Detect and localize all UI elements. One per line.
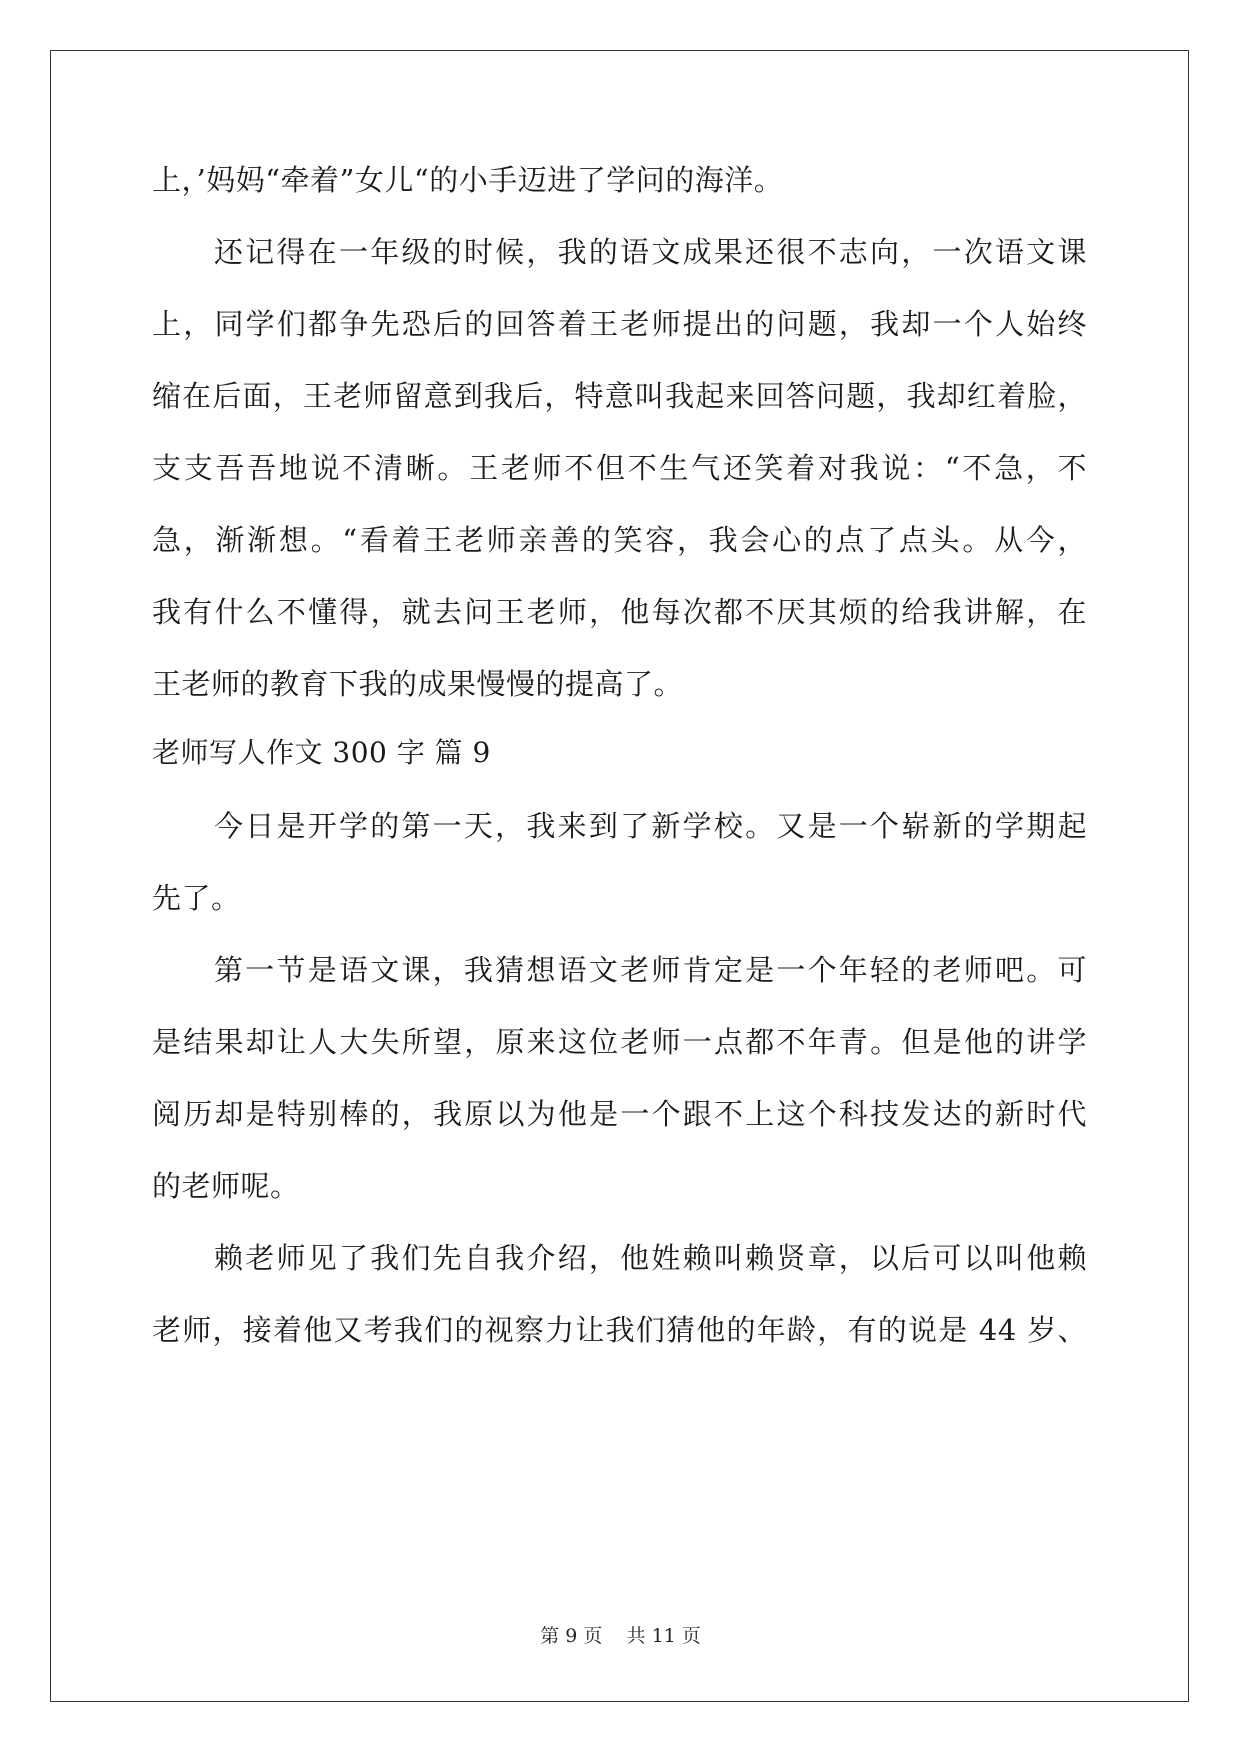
- paragraph-line: 赖老师见了我们先自我介绍，他姓赖叫赖贤章，以后可以叫他赖: [214, 1241, 1087, 1275]
- section-heading: 老师写人作文 300 字 篇 9: [152, 736, 491, 769]
- paragraph-line: 王老师的教育下我的成果慢慢的提高了。: [152, 667, 684, 701]
- paragraph-line: 阅历却是特别棒的，我原以为他是一个跟不上这个科技发达的新时代: [152, 1097, 1087, 1131]
- paragraph-line: 还记得在一年级的时候，我的语文成果还很不志向，一次语文课: [214, 235, 1087, 269]
- paragraph-line: 上，’妈妈“牵着”女儿“的小手迈进了学问的海洋。: [152, 163, 784, 197]
- paragraph-line: 第一节是语文课，我猜想语文老师肯定是一个年轻的老师吧。可: [214, 953, 1087, 987]
- paragraph-line: 我有什么不懂得，就去问王老师，他每次都不厌其烦的给我讲解，在: [152, 595, 1087, 629]
- paragraph-line: 是结果却让人大失所望，原来这位老师一点都不年青。但是他的讲学: [152, 1025, 1087, 1059]
- paragraph-line: 老师，接着他又考我们的视察力让我们猜他的年龄，有的说是 44 岁、: [152, 1313, 1087, 1347]
- paragraph-line: 先了。: [152, 881, 241, 915]
- page-number: 第 9 页: [540, 1625, 603, 1647]
- paragraph-line: 的老师呢。: [152, 1169, 300, 1203]
- paragraph-line: 缩在后面，王老师留意到我后，特意叫我起来回答问题，我却红着脸，: [152, 379, 1087, 413]
- paragraph-line: 今日是开学的第一天，我来到了新学校。又是一个崭新的学期起: [214, 809, 1087, 843]
- page-total: 共 11 页: [626, 1625, 701, 1647]
- page-border: [50, 50, 1189, 1702]
- paragraph-line: 上，同学们都争先恐后的回答着王老师提出的问题，我却一个人始终: [152, 307, 1087, 341]
- paragraph-line: 支支吾吾地说不清晰。王老师不但不生气还笑着对我说：“不急，不: [152, 451, 1087, 485]
- paragraph-line: 急，渐渐想。“看着王老师亲善的笑容，我会心的点了点头。从今，: [152, 523, 1087, 557]
- page-footer: [0, 1623, 1241, 1649]
